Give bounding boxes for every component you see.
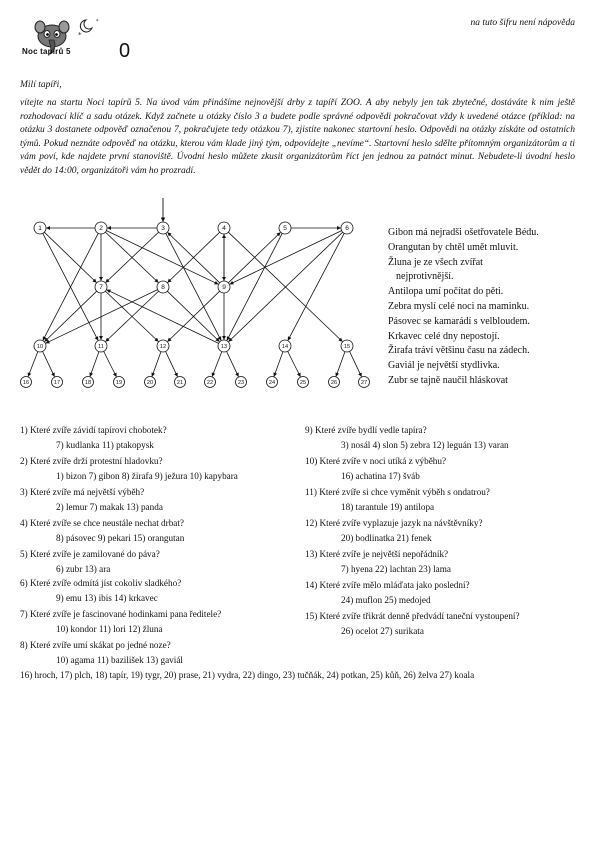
node-label: 16: [22, 380, 30, 387]
answer-options: 26) ocelot 27) surikata: [341, 625, 424, 636]
answer-options: 10) kondor 11) lori 12) žluna: [56, 623, 163, 634]
answer-options: 7) kudlanka 11) ptakopysk: [56, 439, 154, 450]
node-label: 12: [159, 344, 167, 351]
tree-edge: [107, 290, 219, 344]
answer-options: 9) emu 13) ibis 14) krkavec: [56, 592, 158, 603]
tree-node-16: [21, 377, 32, 388]
answer-options: 3) nosál 4) slon 5) zebra 12) leguán 13) varan: [341, 439, 509, 450]
answer-options: 10) agama 11) bazilišek 13) gaviál: [56, 654, 183, 665]
tree-edge: [166, 233, 221, 340]
node-label: 17: [53, 380, 61, 387]
answer-options: 16) achatina 17) šváb: [341, 470, 420, 481]
tree-node-26: [329, 377, 340, 388]
tree-node-25: [298, 377, 309, 388]
questions-left-column: [20, 423, 300, 667]
tree-edge: [106, 231, 218, 285]
tree-edge: [44, 232, 96, 282]
clue-line: nejprotivnější.: [396, 271, 454, 283]
clue-line: Antilopa umí počítat do pěti.: [388, 286, 504, 298]
answer-options: 20) bodlinatka 21) fenek: [341, 532, 432, 543]
tree-edge: [43, 351, 55, 376]
question: 9) Které zvíře bydlí vedle tapíra?: [305, 425, 427, 435]
tree-node-6: [341, 222, 353, 234]
tree-edge: [288, 233, 344, 340]
node-label: 5: [283, 225, 287, 233]
questions-right-column: [305, 423, 585, 638]
question: 13) Které zvíře je největší nepořádník?: [305, 549, 449, 559]
clue-line: Gibon má nejradši ošetřovatele Bédu.: [388, 227, 539, 238]
greeting: Milí tapíři,: [20, 80, 62, 90]
clue-line: Gaviál je největší stydlivka.: [388, 360, 500, 372]
node-label: 15: [343, 344, 351, 351]
question: 10) Které zvíře v noci utíká z výběhu?: [305, 456, 447, 466]
tree-node-2: [95, 222, 107, 234]
node-label: 7: [99, 284, 103, 292]
tree-node-5: [279, 222, 291, 234]
answer-options: 8) pásovec 9) pekari 15) orangutan: [56, 532, 185, 543]
clue-line: Zebra myslí celé noci na maminku.: [388, 300, 530, 312]
question: 4) Které zvíře se chce neustále nechat drbat?: [20, 518, 185, 528]
answer-options: 2) lemur 7) makak 13) panda: [56, 501, 163, 512]
question: 2) Které zvíře drží protestní hladovku?: [20, 456, 163, 466]
node-label: 20: [146, 380, 154, 387]
tree-node-19: [114, 377, 125, 388]
question: 12) Které zvíře vyplazuje jazyk na návštěvníky?: [305, 518, 483, 528]
tree-node-15: [341, 340, 353, 352]
tree-node-12: [157, 340, 169, 352]
tree-edge: [45, 291, 97, 341]
node-label: 9: [222, 284, 226, 292]
answer-options: 1) bizon 7) gibon 8) žirafa 9) ježura 10) kapybara: [56, 470, 238, 481]
node-label: 22: [206, 380, 214, 387]
clue-line: Krkavec celé dny nepostojí.: [388, 330, 500, 342]
question: 14) Které zvíře mělo mláďata jako poslední?: [305, 580, 470, 590]
node-label: 23: [237, 380, 245, 387]
question: 5) Které zvíře je zamilované do páva?: [20, 549, 160, 559]
clue-line: Orangutan by chtěl umět mluvit.: [388, 241, 519, 253]
tree-node-7: [95, 281, 107, 293]
node-label: 26: [330, 380, 338, 387]
tree-node-24: [267, 377, 278, 388]
tree-edge: [227, 233, 282, 340]
tree-node-3: [157, 222, 169, 234]
tree-edge: [166, 351, 178, 376]
tree-edge: [350, 351, 362, 376]
node-label: 8: [161, 284, 165, 292]
intro-paragraph: vítejte na startu Noci tapírů 5. Na úvod vám přinášíme nejnovější drby z tapíří ZOO. A aby nebyly jen tak zbytečné, dostáváte k nim ještě rozhodovací klíč a sadu otázek. Když začnete u otázky číslo 3 a budete podle správné odpovědi pokračovat vždy k uvedené otázce (příklad: na otázku 3 dostanete odpověď označenou 7, pokračujete tedy otázkou 7), zjistíte nakonec startovní heslo. Odpovědi na otázky získáte od ostatních týmů. Pokud neznáte odpověď na otázku, kterou vám klade jiný tým, odpovídejte „nevíme“. Startovní heslo sdělte přítomným organizátorům a ti vám poví, kde najdete první stanoviště. Úvodní heslo můžete zkusit organizátorům říct jen jednou za patnáct minut. Nebudete-li úvodní heslo vědět do 14:00, organizátoři vám ho prozradí.: [20, 98, 575, 176]
question: 11) Které zvíře si chce vyměnit výběh s ondatrou?: [305, 487, 490, 497]
tree-edges: [28, 198, 361, 377]
tree-edge: [46, 290, 158, 344]
tree-edge: [90, 352, 99, 377]
tree-node-8: [157, 281, 169, 293]
tree-nodes: [21, 222, 370, 388]
answer-options: 6) zubr 13) ara: [56, 563, 111, 574]
gossip-clues: [388, 226, 539, 389]
tree-edge: [274, 352, 283, 377]
node-label: 1: [38, 225, 42, 233]
node-label: 13: [220, 344, 228, 351]
question: 1) Které zvíře závidí tapírovi chobotek?: [20, 425, 167, 435]
tree-node-22: [205, 377, 216, 388]
clue-line: Žirafa tráví většinu času na zádech.: [388, 345, 530, 357]
node-label: 27: [360, 380, 368, 387]
tree-node-1: [34, 222, 46, 234]
tree-node-4: [218, 222, 230, 234]
hint-note: na tuto šifru není nápověda: [470, 18, 575, 28]
node-label: 25: [299, 380, 307, 387]
final-animal-list: 16) hroch, 17) plch, 18) tapír, 19) tygr, 20) prase, 21) vydra, 22) dingo, 23) tučňák, 24) potkan, 25) kůň, 26) želva 27) koala: [20, 670, 475, 680]
answer-options: 7) hyena 22) lachtan 23) lama: [341, 563, 451, 574]
clue-line: Žluna je ze všech zvířat: [388, 256, 483, 268]
node-label: 3: [161, 225, 165, 233]
node-label: 11: [98, 344, 104, 351]
tree-node-23: [236, 377, 247, 388]
node-label: 6: [345, 225, 349, 233]
tree-edge: [227, 351, 239, 376]
node-label: 24: [268, 380, 276, 387]
clue-line: Zubr se tajně naučil hláskovat: [388, 374, 508, 386]
node-label: 14: [281, 344, 289, 351]
node-label: 21: [176, 380, 184, 387]
puzzle-number: 0: [119, 40, 131, 62]
tree-node-14: [279, 340, 291, 352]
node-label: 19: [115, 380, 123, 387]
tree-node-11: [95, 340, 107, 352]
question: 6) Které zvíře odmítá jíst cokoliv sladkého?: [20, 578, 182, 588]
tree-node-18: [83, 377, 94, 388]
node-label: 2: [99, 225, 103, 233]
answer-options: 24) muflon 25) medojed: [341, 594, 431, 605]
tree-edge: [336, 352, 345, 377]
svg-text:*: *: [96, 19, 99, 25]
tree-node-13: [218, 340, 230, 352]
question: 3) Které zvíře má největší výběh?: [20, 487, 145, 497]
decision-tree-diagram: [0, 195, 380, 395]
svg-text:*: *: [78, 31, 82, 39]
question: 7) Které zvíře je fascinované hodinkami pana ředitele?: [20, 609, 222, 619]
tree-edge: [104, 351, 117, 376]
tree-node-20: [145, 377, 156, 388]
tree-node-27: [359, 377, 370, 388]
tree-node-10: [34, 340, 46, 352]
tree-node-9: [218, 281, 230, 293]
node-label: 4: [222, 225, 226, 233]
node-label: 18: [84, 380, 92, 387]
answer-options: 18) tarantule 19) antilopa: [341, 501, 435, 512]
tree-edge: [212, 352, 222, 377]
logo-text: Noc tapírů 5: [22, 47, 71, 56]
clue-line: Pásovec se kamarádí s velbloudem.: [388, 315, 530, 327]
tree-edge: [288, 351, 301, 376]
tree-node-17: [52, 377, 63, 388]
tree-edge: [28, 352, 38, 377]
tree-edge: [230, 231, 342, 285]
tree-node-21: [175, 377, 186, 388]
question: 15) Které zvíře třikrát denně předvádí taneční vystoupení?: [305, 611, 520, 621]
tree-edge: [152, 352, 161, 377]
question: 8) Které zvíře umí skákat po jedné noze?: [20, 640, 171, 650]
node-label: 10: [36, 344, 44, 351]
